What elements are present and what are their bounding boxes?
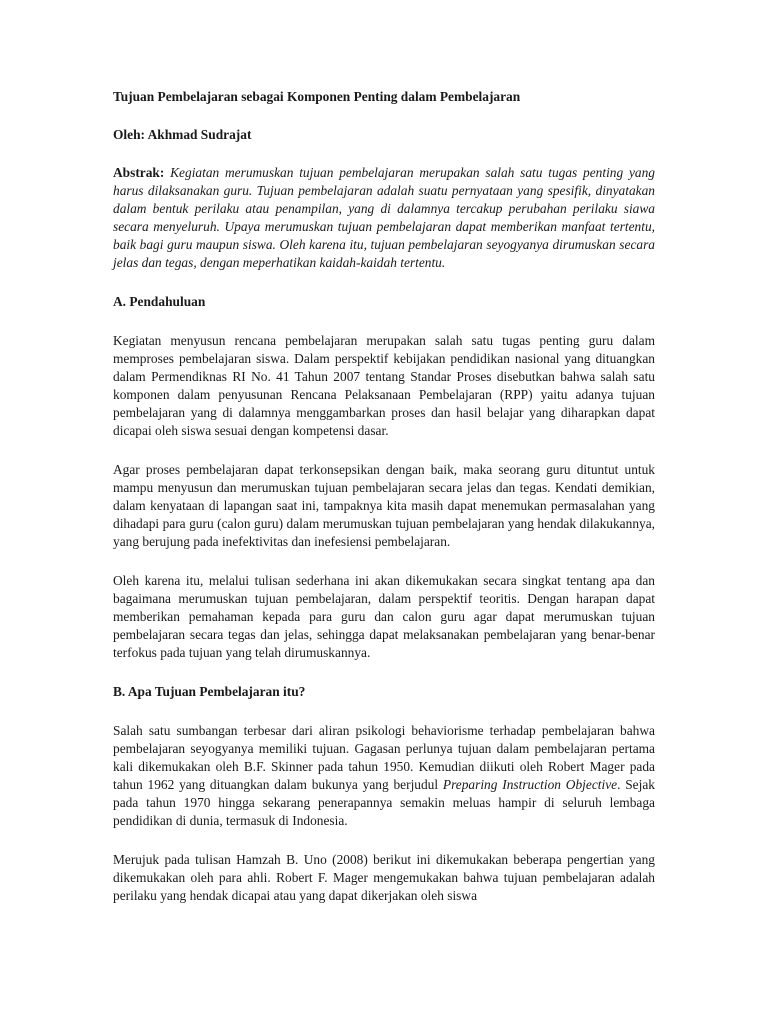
abstract-paragraph bbox=[113, 164, 655, 272]
section-heading-pendahuluan: A. Pendahuluan bbox=[113, 294, 206, 309]
paragraph: Kegiatan menyusun rencana pembelajaran merupakan salah satu tugas penting guru dalam memproses pembelajaran siswa. Dalam perspektif kebijakan pendidikan nasional yang dituangkan dalam Permendiknas RI No. 41 Tahun 2007 tentang Standar Proses disebutkan bahwa salah satu komponen dalam penyusunan Rencana Pelaksanaan Pembelajaran (RPP) yaitu adanya tujuan pembelajaran yang di dalamnya menggambarkan proses dan hasil belajar yang diharapkan dapat dicapai oleh siswa sesuai dengan kompetensi dasar. bbox=[113, 333, 655, 438]
paragraph: Merujuk pada tulisan Hamzah B. Uno (2008) berikut ini dikemukakan beberapa pengertian yang dikemukakan oleh para ahli. Robert F. Mager mengemukakan bahwa tujuan pembelajaran adalah perilaku yang hendak dicapai atau yang dapat dikerjakan oleh siswa bbox=[113, 852, 655, 903]
document-body bbox=[113, 88, 655, 926]
paragraph: Agar proses pembelajaran dapat terkonsepsikan dengan baik, maka seorang guru dituntut untuk mampu menyusun dan merumuskan tujuan pembelajaran secara jelas dan tegas. Kendati demikian, dalam kenyataan di lapangan saat ini, tampaknya kita masih dapat menemukan permasalahan yang dihadapi para guru (calon guru) dalam merumuskan tujuan pembelajaran yang hendak dilakukannya, yang berujung pada inefektivitas dan inefesiensi pembelajaran. bbox=[113, 462, 655, 549]
book-title: Preparing Instruction Objective bbox=[442, 777, 618, 792]
abstract-text: Kegiatan merumuskan tujuan pembelajaran merupakan salah satu tugas penting yang harus dilaksanakan guru. Tujuan pembelajaran adalah suatu pernyataan yang spesifik, dinyatakan dalam bentuk perilaku atau penampilan, yang di dalamnya tercakup perubahan perilaku siawa secara menyeluruh. Upaya merumuskan tujuan pembelajaran dapat memberikan manfaat tertentu, baik bagi guru maupun siswa. Oleh karena itu, tujuan pembelajaran seyogyanya dirumuskan secara jelas dan tegas, dengan meperhatikan kaidah-kaidah tertentu. bbox=[113, 165, 655, 270]
author-line: Oleh: Akhmad Sudrajat bbox=[113, 127, 252, 142]
paragraph: Oleh karena itu, melalui tulisan sederhana ini akan dikemukakan secara singkat tentang apa dan bagaimana merumuskan tujuan pembelajaran, dalam perspektif teoritis. Dengan harapan dapat memberikan pemahaman kepada para guru dan calon guru agar dapat merumuskan tujuan pembelajaran secara tegas dan jelas, sehingga dapat melaksanakan pembelajaran yang benar-benar terfokus pada tujuan yang telah dirumuskannya. bbox=[113, 573, 655, 660]
paragraph-text: . Sejak pada tahun 1970 hingga sekarang penerapannya semakin meluas hampir di seluruh lembaga pendidikan di dunia, termasuk di Indonesia. bbox=[113, 777, 655, 828]
paragraph bbox=[113, 722, 655, 830]
abstract-label: Abstrak: bbox=[113, 165, 165, 180]
paragraph-text: Salah satu sumbangan terbesar dari aliran psikologi behaviorisme terhadap pembelajaran bahwa pembelajaran seyogyanya memiliki tujuan. Gagasan perlunya tujuan dalam pembelajaran pertama kali dikemukakan oleh B.F. Skinner pada tahun 1950. Kemudian diikuti oleh Robert Mager pada tahun 1962 yang dituangkan dalam bukunya yang berjudul bbox=[113, 723, 655, 792]
document-title: Tujuan Pembelajaran sebagai Komponen Penting dalam Pembelajaran bbox=[113, 89, 521, 104]
section-heading-apa-tujuan: B. Apa Tujuan Pembelajaran itu? bbox=[113, 684, 306, 699]
